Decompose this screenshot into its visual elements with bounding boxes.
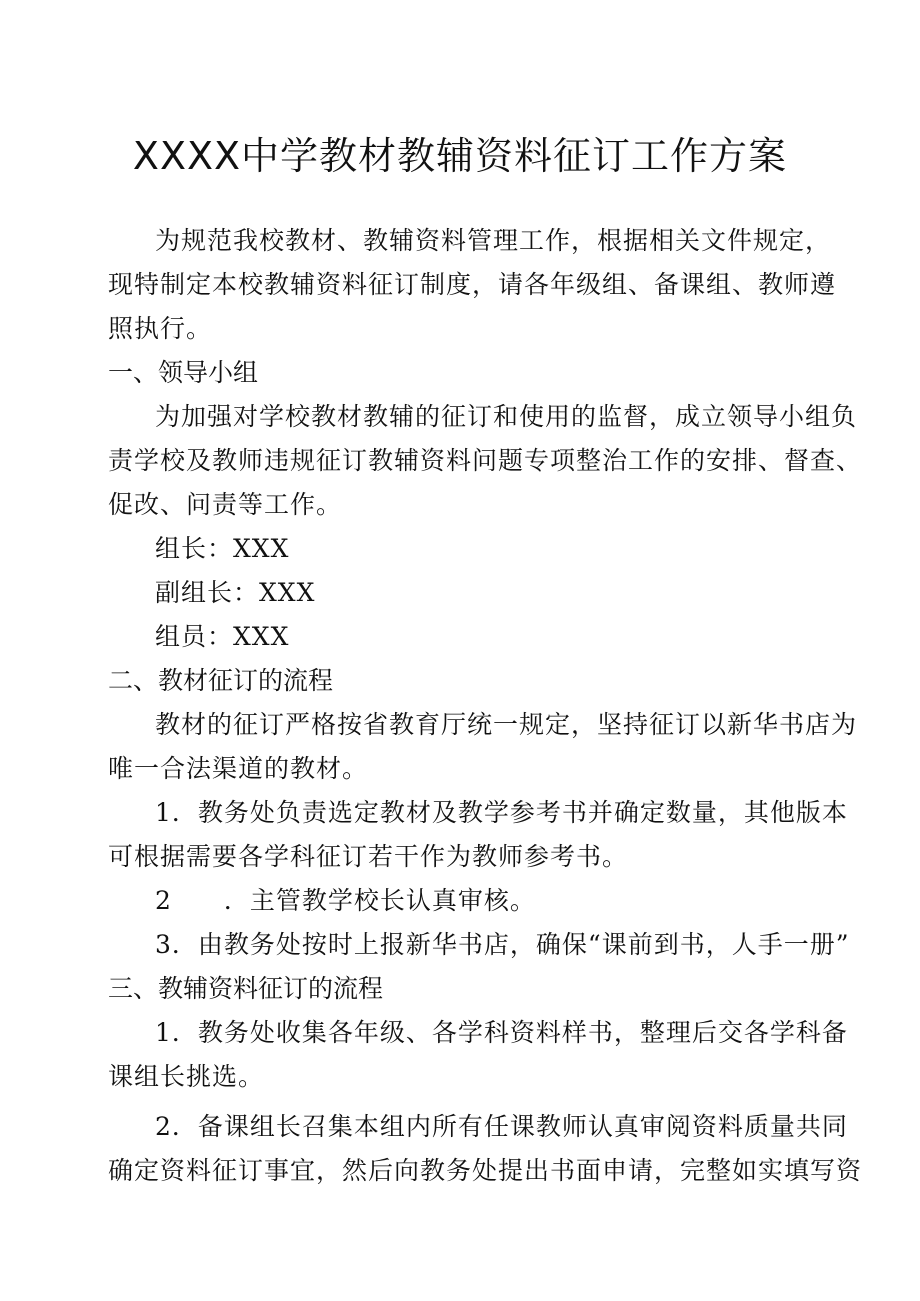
- section-2-item-3: 3．由教务处按时上报新华书店，确保“课前到书，人手一册”: [155, 930, 850, 959]
- deputy-leader-line: 副组长：XXX: [155, 578, 316, 607]
- members-line: 组员：XXX: [155, 622, 290, 651]
- section-2-para-line-1: 教材的征订严格按省教育厅统一规定，坚持征订以新华书店为: [155, 710, 858, 739]
- section-2-para-line-2: 唯一合法渠道的教材。: [108, 754, 369, 783]
- section-1-heading: 一、领导小组: [108, 358, 259, 387]
- section-1-para-line-2: 责学校及教师违规征订教辅资料问题专项整治工作的安排、督查、: [108, 446, 863, 475]
- section-2-item-2: 2 ．主管教学校长认真审核。: [155, 886, 536, 915]
- section-3-item-1-line-1: 1．教务处收集各年级、各学科资料样书，整理后交各学科备: [155, 1018, 848, 1047]
- section-3-item-2-line-2: 确定资料征订事宜，然后向教务处提出书面申请，完整如实填写资: [108, 1156, 863, 1185]
- section-2-item-1-line-1: 1．教务处负责选定教材及教学参考书并确定数量，其他版本: [155, 798, 848, 827]
- document-title: XXXX中学教材教辅资料征订工作方案: [132, 134, 788, 178]
- section-3-item-2-line-1: 2．备课组长召集本组内所有任课教师认真审阅资料质量共同: [155, 1112, 848, 1141]
- section-2-heading: 二、教材征订的流程: [108, 666, 334, 695]
- section-1-para-line-3: 促改、问责等工作。: [108, 490, 343, 519]
- leader-line: 组长：XXX: [155, 534, 290, 563]
- section-2-item-1-line-2: 可根据需要各学科征订若干作为教师参考书。: [108, 842, 629, 871]
- intro-line-2: 现特制定本校教辅资料征订制度，请各年级组、备课组、教师遵: [108, 270, 837, 299]
- section-1-para-line-1: 为加强对学校教材教辅的征订和使用的监督，成立领导小组负: [155, 402, 858, 431]
- section-3-heading: 三、教辅资料征订的流程: [108, 974, 384, 1003]
- intro-line-3: 照执行。: [108, 314, 213, 343]
- section-3-item-1-line-2: 课组长挑选。: [108, 1062, 265, 1091]
- intro-line-1: 为规范我校教材、教辅资料管理工作，根据相关文件规定，: [155, 226, 832, 255]
